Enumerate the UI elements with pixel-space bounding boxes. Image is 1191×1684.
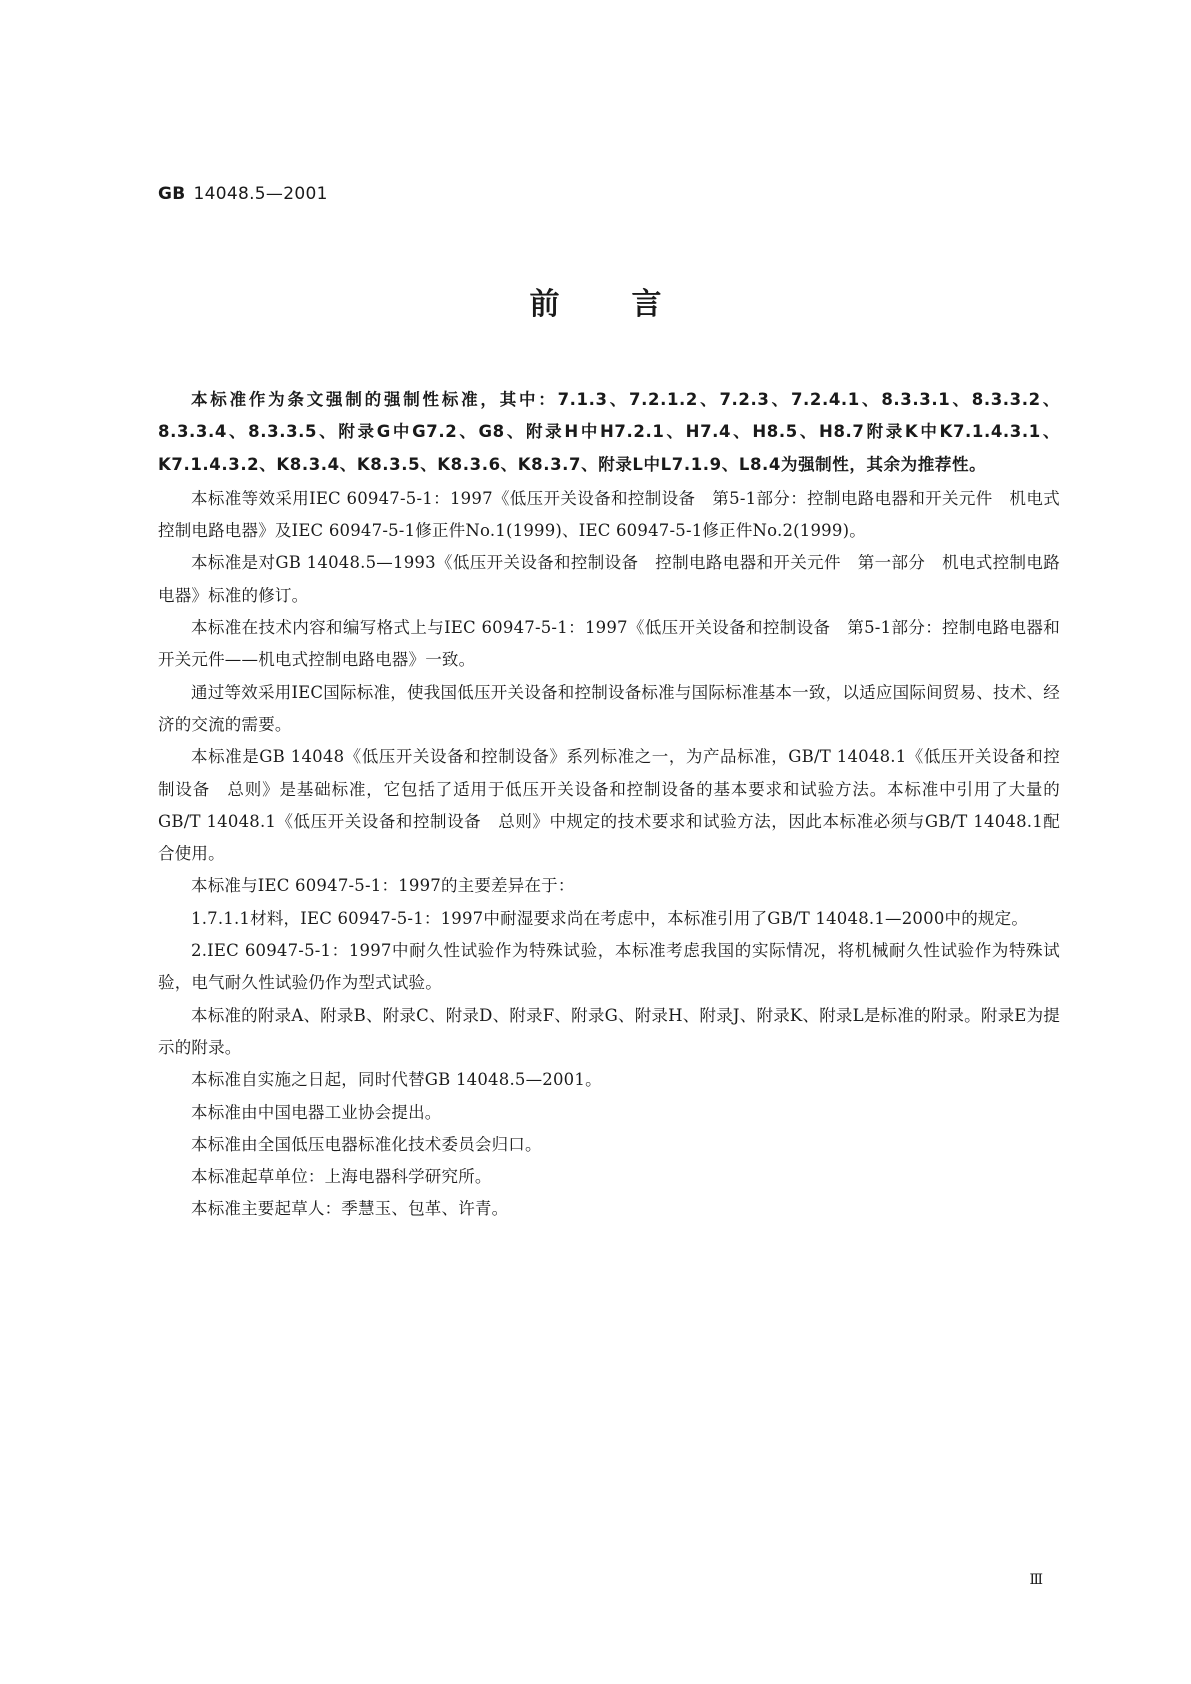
paragraph-proposer: 本标准由中国电器工业协会提出。 — [191, 1102, 442, 1122]
page-title: 前言 — [529, 287, 734, 322]
paragraph-equivalence: 本标准等效采用IEC 60947-5-1：1997《低压开关设备和控制设备 第5-1部分：控制电路电器和开关元件 机电式控制电路电器》及IEC 60947-5-1修正件No.1(1999)、IEC 60947-5-1修正件No.2(1999)。 — [158, 488, 1060, 541]
paragraph-purpose: 通过等效采用IEC国际标准，使我国低压开关设备和控制设备标准与国际标准基本一致，以适应国际间贸易、技术、经济的交流的需要。 — [158, 682, 1060, 734]
paragraph-series: 本标准是GB 14048《低压开关设备和控制设备》系列标准之一，为产品标准，GB/T 14048.1《低压开关设备和控制设备 总则》是基础标准，它包括了适用于低压开关设备和控制设备的基本要求和试验方法。本标准中引用了大量的GB/T 14048.1《低压开关设备和控制设备 总则》中规定的技术要求和试验方法，因此本标准必须与GB/T 14048.1配合使用。 — [158, 747, 1060, 864]
standard-code: 14048.5—2001 — [193, 184, 328, 204]
standard-number-header — [158, 184, 328, 204]
mandatory-clauses-paragraph: 本标准作为条文强制的强制性标准，其中：7.1.3、7.2.1.2、7.2.3、7.2.4.1、8.3.3.1、8.3.3.2、8.3.3.4、8.3.3.5、附录G中G7.2、G8、附录H中H7.2.1、H7.4、H8.5、H8.7附录K中K7.1.4.3.1、K7.1.4.3.2、K8.3.4、K8.3.5、K8.3.6、K8.3.7、附录L中L7.1.9、L8.4为强制性，其余为推荐性。 — [158, 390, 1060, 474]
paragraph-consistency: 本标准在技术内容和编写格式上与IEC 60947-5-1：1997《低压开关设备和控制设备 第5-1部分：控制电路电器和开关元件——机电式控制电路电器》一致。 — [158, 618, 1060, 670]
paragraph-difference-1: 1.7.1.1材料，IEC 60947-5-1：1997中耐湿要求尚在考虑中，本标准引用了GB/T 14048.1—2000中的规定。 — [191, 908, 1029, 928]
paragraph-drafting-unit: 本标准起草单位：上海电器科学研究所。 — [191, 1167, 492, 1187]
page-number: Ⅲ — [1029, 1572, 1043, 1588]
paragraph-drafters: 本标准主要起草人：季慧玉、包革、许青。 — [191, 1199, 509, 1219]
paragraph-differences-intro: 本标准与IEC 60947-5-1：1997的主要差异在于： — [191, 876, 575, 896]
foreword-body — [158, 384, 1060, 1226]
standard-prefix: GB — [158, 184, 186, 204]
paragraph-revision: 本标准是对GB 14048.5—1993《低压开关设备和控制设备 控制电路电器和开关元件 第一部分 机电式控制电路电器》标准的修订。 — [158, 553, 1060, 605]
paragraph-effective: 本标准自实施之日起，同时代替GB 14048.5—2001。 — [191, 1070, 602, 1090]
paragraph-difference-2: 2.IEC 60947-5-1：1997中耐久性试验作为特殊试验，本标准考虑我国的实际情况，将机械耐久性试验作为特殊试验，电气耐久性试验仍作为型式试验。 — [158, 941, 1060, 993]
paragraph-annexes: 本标准的附录A、附录B、附录C、附录D、附录F、附录G、附录H、附录J、附录K、附录L是标准的附录。附录E为提示的附录。 — [158, 1005, 1060, 1057]
paragraph-committee: 本标准由全国低压电器标准化技术委员会归口。 — [191, 1134, 542, 1154]
